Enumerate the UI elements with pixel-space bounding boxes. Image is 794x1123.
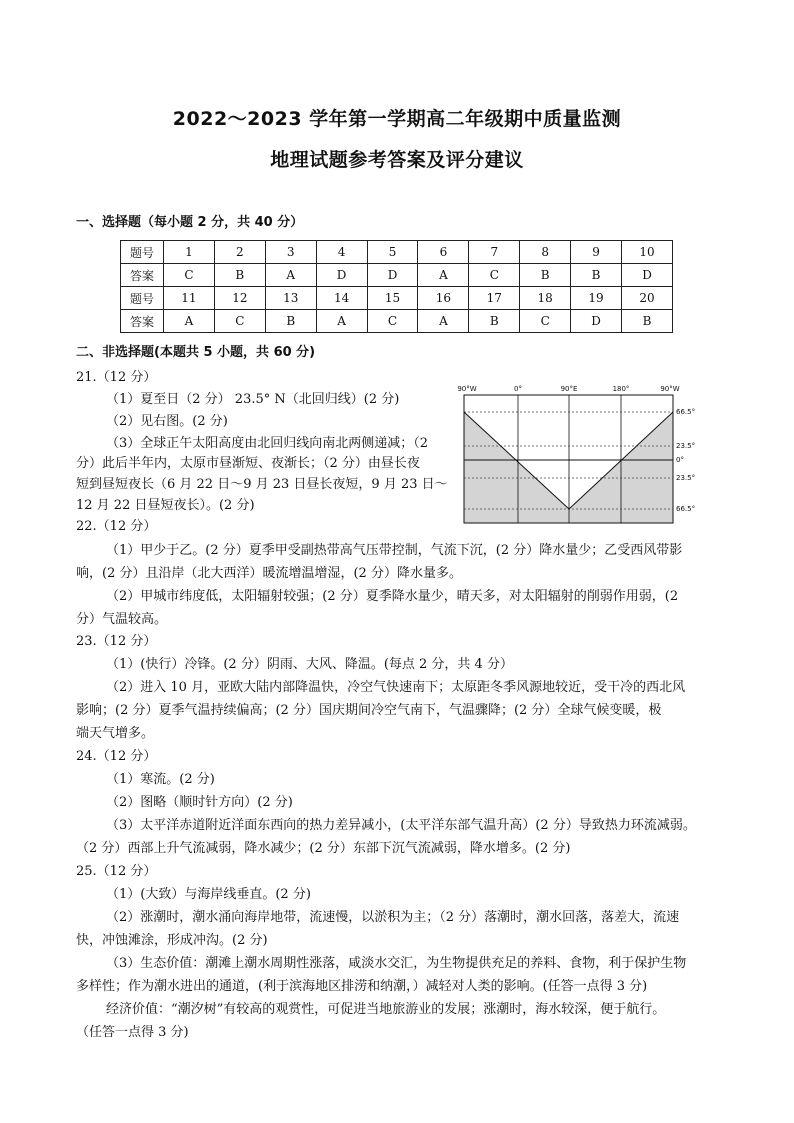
row-label: 题号	[121, 287, 164, 310]
answer-line: （2）甲城市纬度低，太阳辐射较强；(2 分）夏季降水量少，晴天多，对太阳辐射的削弱作用弱，(2	[106, 589, 679, 604]
table-cell: C	[164, 264, 215, 287]
answer-table	[120, 240, 673, 333]
section-heading-open: 二、非选择题(本题共 5 小题，共 60 分)	[76, 345, 316, 360]
answer-line: 多样性；作为潮水进出的通道，(利于滨海地区排涝和纳潮，）减轻对人类的影响。(任答一点得 3 分)	[76, 979, 648, 994]
answer-line: 快，冲蚀滩涂，形成冲沟。(2 分)	[76, 933, 268, 948]
answer-line: （3）太平洋赤道附近洋面东西向的热力差异减小，(太平洋东部气温升高）(2 分）导致热力环流减弱。	[106, 818, 696, 833]
table-cell: 16	[418, 287, 469, 310]
sun-diagram	[452, 380, 696, 530]
table-cell: 9	[571, 241, 622, 264]
table-cell: A	[316, 310, 367, 333]
table-cell: 6	[418, 241, 469, 264]
table-cell: 15	[367, 287, 418, 310]
section-heading-choice: 一、选择题（每小题 2 分，共 40 分）	[76, 215, 304, 230]
table-cell: 10	[622, 241, 673, 264]
table-cell: A	[164, 310, 215, 333]
top-label: 90°W	[660, 385, 680, 393]
top-label: 90°E	[560, 385, 578, 393]
table-row	[121, 264, 673, 287]
table-cell: A	[418, 310, 469, 333]
answer-line: （3）全球正午太阳高度由北回归线向南北两侧递减；（2	[106, 436, 429, 451]
table-cell: 5	[367, 241, 418, 264]
table-cell: B	[622, 310, 673, 333]
answer-line: 影响；(2 分）夏季气温持续偏高；(2 分）国庆期间冷空气南下，气温骤降；(2 分）全球气候变暖，极	[76, 703, 662, 718]
table-cell: 12	[214, 287, 265, 310]
latitude-label: 66.5°	[676, 408, 696, 416]
table-cell: 13	[265, 287, 316, 310]
question-number: 22.（12 分）	[76, 519, 157, 534]
night-shading	[464, 412, 673, 523]
question-number: 24.（12 分）	[76, 749, 157, 764]
table-cell: 1	[164, 241, 215, 264]
table-cell: B	[265, 310, 316, 333]
table-cell: 17	[469, 287, 520, 310]
table-cell: 8	[520, 241, 571, 264]
top-label: 0°	[514, 385, 522, 393]
answer-line: 经济价值：“潮汐树”有较高的观赏性，可促进当地旅游业的发展；涨潮时，海水较深，便于航行。	[106, 1002, 666, 1017]
page-subtitle: 地理试题参考答案及评分建议	[270, 149, 524, 171]
answer-line: （2）进入 10 月，亚欧大陆内部降温快，冷空气快速南下；太原距冬季风源地较近，受干冷的西北风	[106, 680, 686, 695]
table-cell: C	[469, 264, 520, 287]
answer-line: （2 分）西部上升气流减弱，降水减少；(2 分）东部下沉气流减弱，降水增多。(2 分)	[76, 841, 571, 856]
table-cell: A	[418, 264, 469, 287]
table-cell: D	[316, 264, 367, 287]
table-row	[121, 310, 673, 333]
latitude-label: 23.5°	[676, 474, 696, 482]
question-number: 21.（12 分）	[76, 370, 157, 385]
answer-line: （2）图略（顺时针方向）(2 分)	[106, 795, 293, 810]
answer-line: （1）(大致）与海岸线垂直。(2 分)	[106, 887, 311, 902]
table-cell: D	[622, 264, 673, 287]
question-number: 23.（12 分）	[76, 634, 157, 649]
answer-line: 12 月 22 日昼短夜长）。(2 分)	[76, 498, 255, 513]
top-label: 180°	[612, 385, 630, 393]
latitude-label: 66.5°	[676, 505, 696, 513]
table-cell: 7	[469, 241, 520, 264]
answer-line: 端天气增多。	[76, 726, 155, 741]
table-cell: D	[367, 264, 418, 287]
top-label: 90°W	[457, 385, 477, 393]
table-cell: A	[265, 264, 316, 287]
latitude-label: 23.5°	[676, 442, 696, 450]
table-cell: C	[214, 310, 265, 333]
table-cell: 11	[164, 287, 215, 310]
latitude-label: 0°	[676, 456, 684, 464]
question-number: 25.（12 分）	[76, 864, 157, 879]
row-label: 答案	[121, 310, 164, 333]
answer-line: （1）寒流。(2 分)	[106, 772, 215, 787]
answer-line: 分）气温较高。	[76, 612, 168, 627]
table-cell: 19	[571, 287, 622, 310]
table-cell: B	[469, 310, 520, 333]
table-cell: C	[367, 310, 418, 333]
table-cell: 14	[316, 287, 367, 310]
row-label: 题号	[121, 241, 164, 264]
table-cell: B	[520, 264, 571, 287]
table-cell: 2	[214, 241, 265, 264]
row-label: 答案	[121, 264, 164, 287]
answer-line: （2）涨潮时，潮水涌向海岸地带，流速慢，以淤积为主；（2 分）落潮时，潮水回落，落差大，流速	[106, 910, 680, 925]
answer-line: （1）(快行）冷锋。(2 分）阴雨、大风、降温。(每点 2 分，共 4 分）	[106, 657, 513, 672]
table-cell: 4	[316, 241, 367, 264]
table-cell: 18	[520, 287, 571, 310]
answer-line: （任答一点得 3 分)	[76, 1025, 189, 1040]
answer-line: 分）此后半年内，太原市昼渐短、夜渐长；（2 分）由昼长夜	[76, 456, 420, 471]
table-cell: B	[571, 264, 622, 287]
table-cell: B	[214, 264, 265, 287]
table-cell: 3	[265, 241, 316, 264]
answer-line: （1）夏至日（2 分） 23.5° N（北回归线）(2 分)	[106, 392, 400, 407]
table-row	[121, 287, 673, 310]
table-cell: 20	[622, 287, 673, 310]
answer-line: 短到昼短夜长（6 月 22 日～9 月 23 日昼长夜短，9 月 23 日～	[76, 477, 448, 492]
answer-line: 响，(2 分）且沿岸（北大西洋）暖流增温增湿，(2 分）降水量多。	[76, 566, 462, 581]
page-title: 2022～2023 学年第一学期高二年级期中质量监测	[172, 108, 622, 130]
table-cell: D	[571, 310, 622, 333]
table-cell: C	[520, 310, 571, 333]
answer-line: （2）见右图。(2 分)	[106, 414, 228, 429]
answer-line: （1）甲少于乙。(2 分）夏季甲受副热带高气压带控制，气流下沉，(2 分）降水量少；乙受西风带影	[106, 543, 683, 558]
table-row	[121, 241, 673, 264]
answer-line: （3）生态价值：潮滩上潮水周期性涨落，咸淡水交汇，为生物提供充足的养料、食物，利于保护生物	[106, 956, 687, 971]
